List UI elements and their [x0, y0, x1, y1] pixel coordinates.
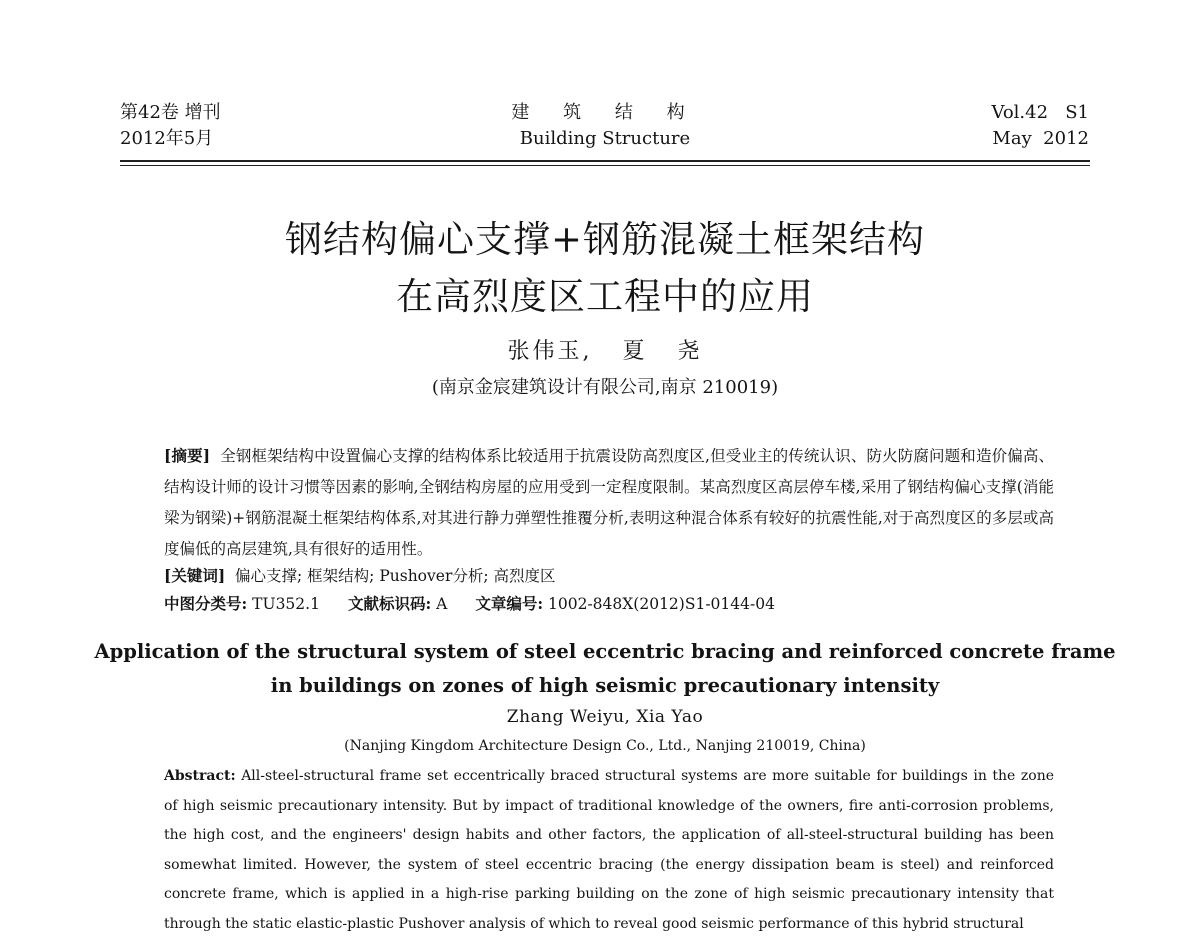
- paper-title-en-line2: in buildings on zones of high seismic precautionary intensity: [270, 674, 940, 697]
- authors-cn: 张伟玉, 夏 尧: [507, 339, 703, 364]
- clc-value: TU352.1: [252, 595, 320, 613]
- abstract-cn-text: 全钢框架结构中设置偏心支撑的结构体系比较适用于抗震设防高烈度区,但受业主的传统认识、防火防腐问题和造价偏高、结构设计师的设计习惯等因素的影响,全钢结构房屋的应用受到一定程度限制。某高烈度区高层停车楼,采用了钢结构偏心支撑(消能梁为钢梁)+钢筋混凝土框架结构体系,对其进行静力弹塑性推覆分析,表明这种混合体系有较好的抗震性能,对于高烈度区的多层或高度偏低的高层建筑,具有很好的适用性。: [164, 447, 1055, 558]
- publication-date: 2012年5月: [120, 128, 214, 149]
- abstract-cn-label: [摘要]: [164, 446, 211, 465]
- abstract-cn: [164, 440, 1054, 565]
- abstract-en: [164, 762, 1054, 939]
- affiliation-en: (Nanjing Kingdom Architecture Design Co., Ltd., Nanjing 210019, China): [344, 738, 866, 754]
- keywords-cn-text: 偏心支撑; 框架结构; Pushover分析; 高烈度区: [235, 567, 556, 585]
- abstract-en-label: Abstract:: [164, 768, 236, 784]
- doc-code-value: A: [436, 595, 448, 613]
- header-rule-thin: [120, 165, 1090, 166]
- keywords-cn-label: [关键词]: [164, 566, 226, 585]
- article-number-value: 1002-848X(2012)S1-0144-04: [548, 595, 775, 613]
- journal-name-cn: 建 筑 结 构: [511, 102, 699, 123]
- classification-row: [164, 590, 775, 618]
- date-en: May 2012: [992, 128, 1089, 149]
- paper-title-cn-line1: 钢结构偏心支撑+钢筋混凝土框架结构: [284, 218, 925, 261]
- header-rule-thick: [120, 160, 1090, 162]
- article-number-label: 文章编号:: [475, 594, 544, 613]
- clc-label: 中图分类号:: [164, 594, 248, 613]
- journal-name-en: Building Structure: [519, 128, 691, 149]
- volume-issue: 第42卷 增刊: [120, 102, 221, 123]
- keywords-cn: [164, 562, 556, 590]
- abstract-en-text: All-steel-structural frame set eccentrically braced structural systems are more suitable for buildings in the zone of high seismic precautionary intensity. But by impact of traditional knowledge of the owners, fire anti-corrosion problems, the high cost, and the engineers' design habits and other factors, the application of all-steel-structural building has been somewhat limited. However, the system of steel eccentric bracing (the energy dissipation beam is steel) and reinforced concrete frame, which is applied in a high-rise parking building on the zone of high seismic precautionary intensity that through the static elastic-plastic Pushover analysis of which to reveal good seismic performance of this hybrid structural: [164, 768, 1054, 932]
- doc-code-label: 文献标识码:: [347, 594, 432, 613]
- volume-en: Vol.42 S1: [991, 102, 1089, 123]
- authors-en: Zhang Weiyu, Xia Yao: [506, 707, 704, 727]
- paper-title-cn-line2: 在高烈度区工程中的应用: [396, 275, 814, 318]
- paper-title-en-line1: Application of the structural system of steel eccentric bracing and reinforced concrete frame: [94, 640, 1116, 663]
- affiliation-cn: (南京金宸建筑设计有限公司,南京 210019): [431, 377, 779, 398]
- journal-volume-en: [991, 100, 1089, 152]
